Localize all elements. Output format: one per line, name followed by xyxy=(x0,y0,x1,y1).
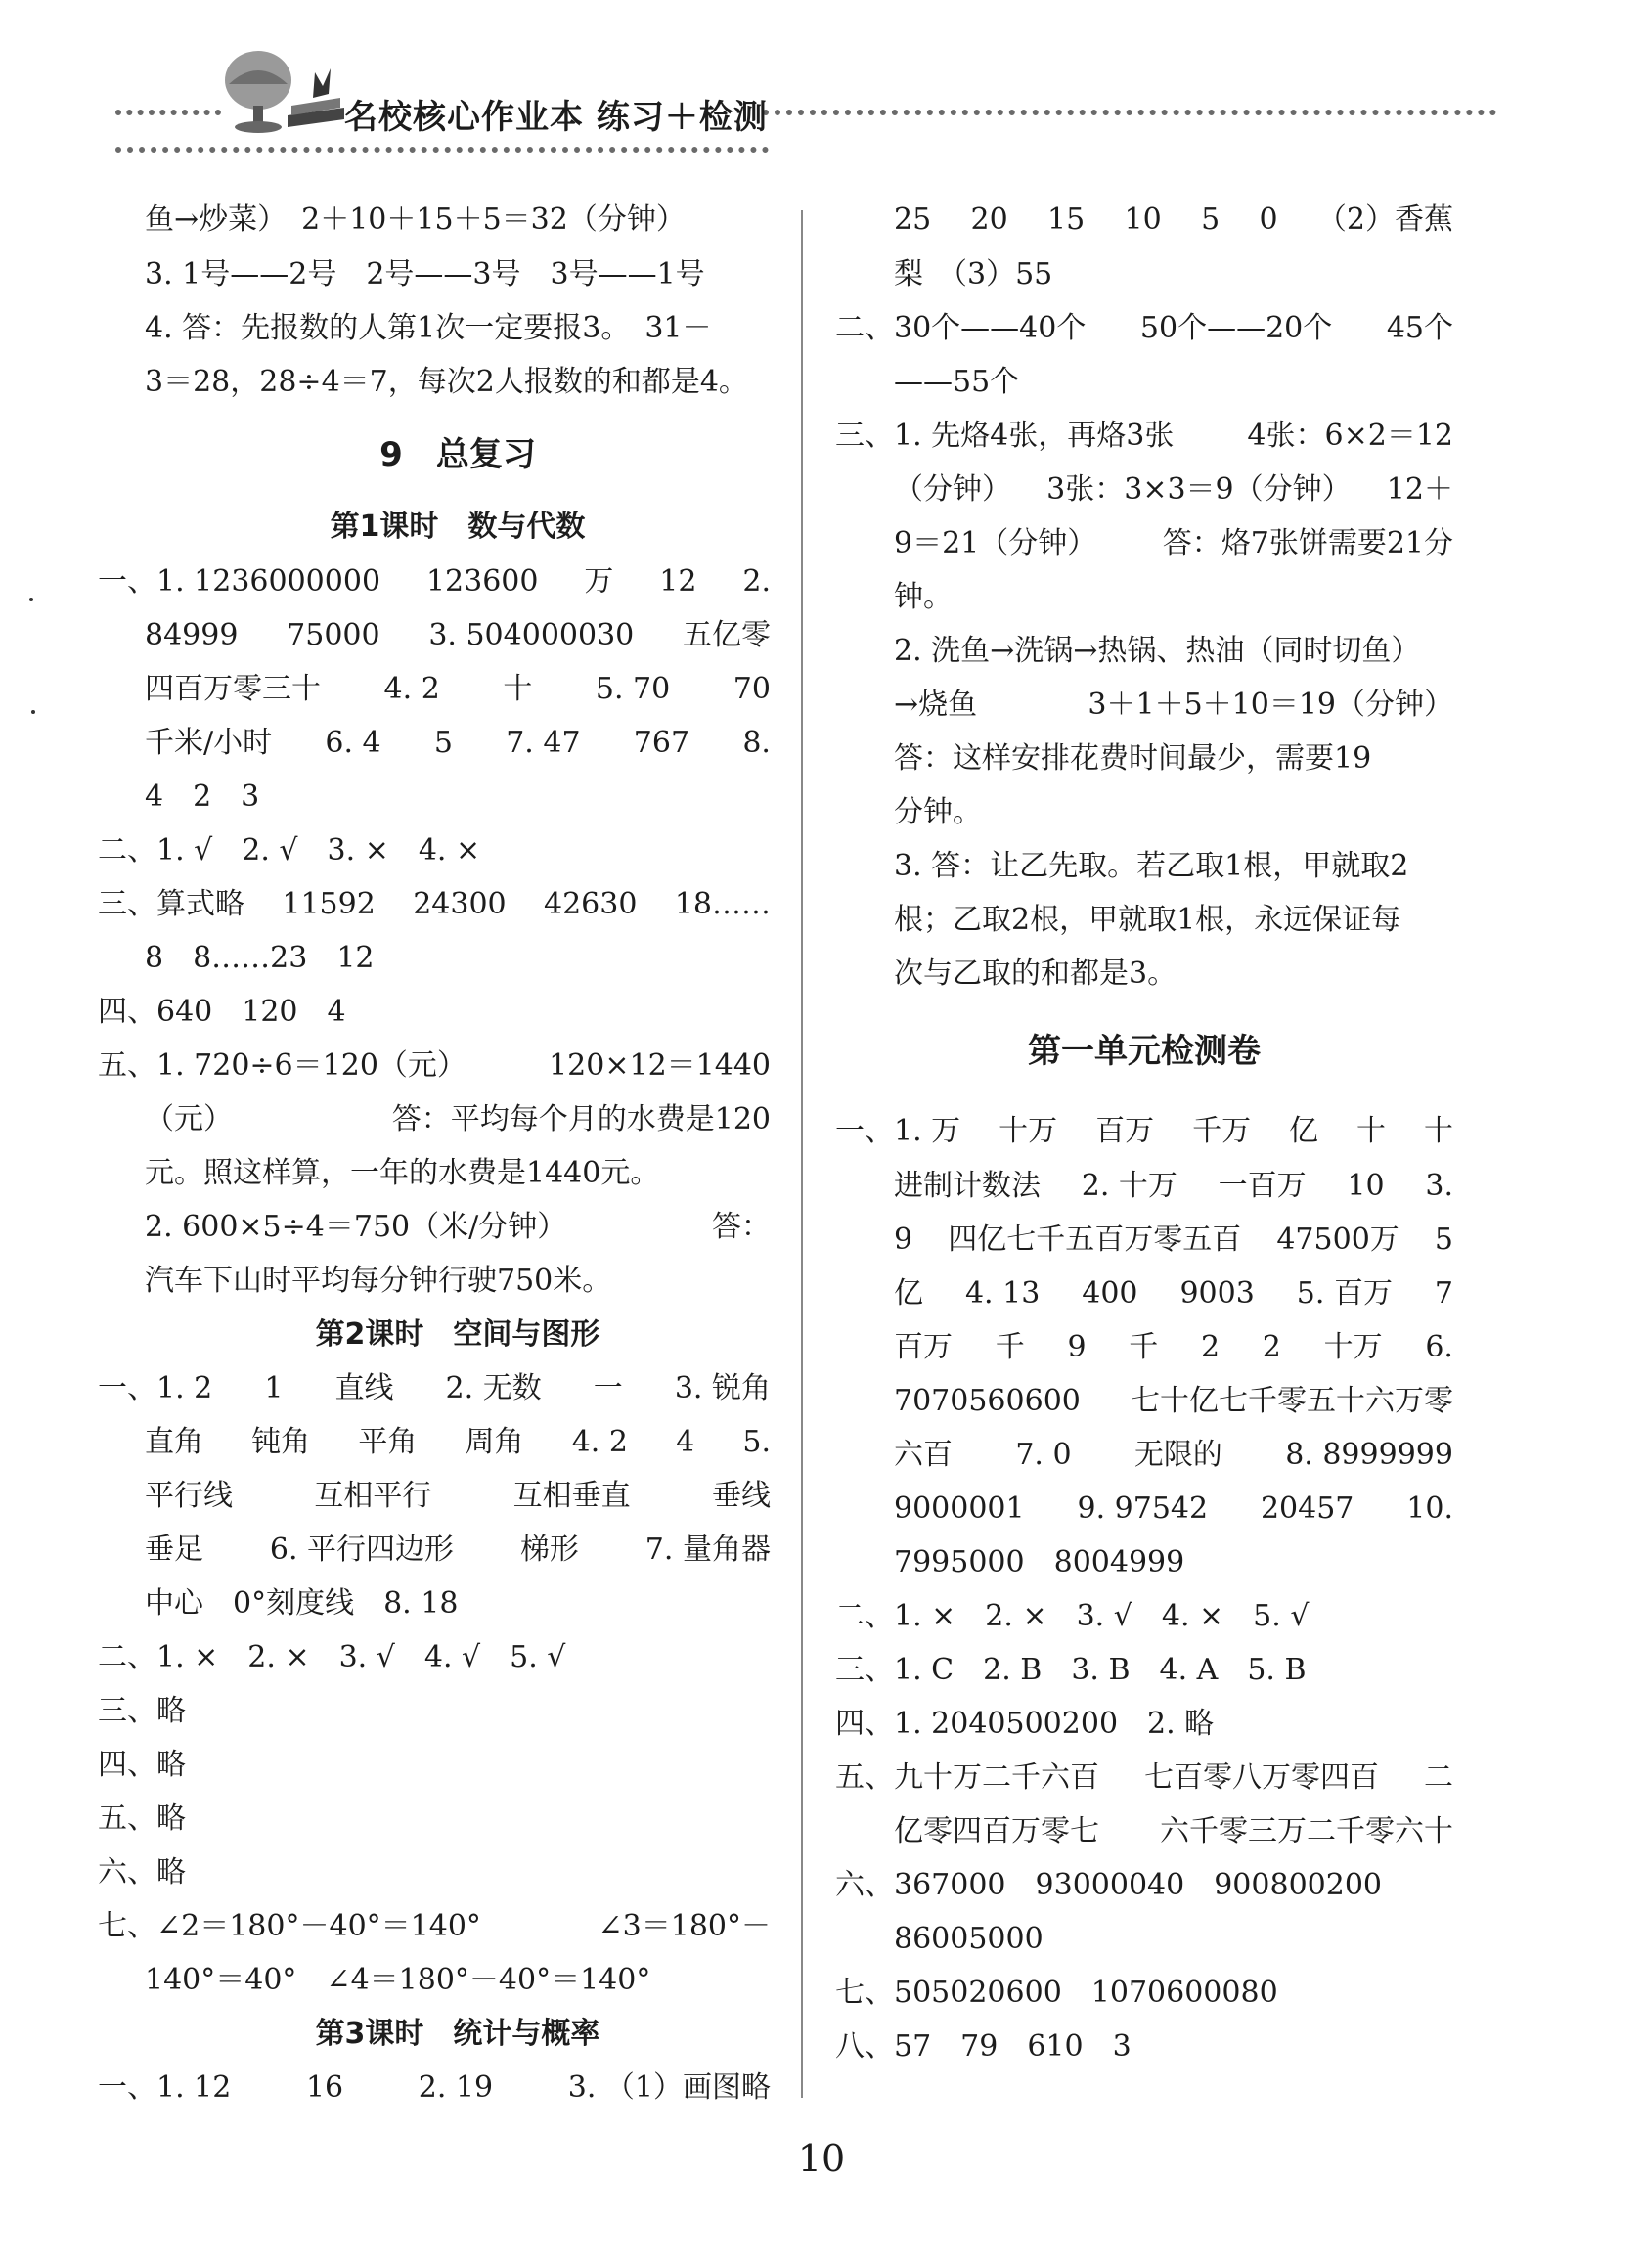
answer-token: 一 xyxy=(593,1371,623,1405)
answer-token: 进制计数法 xyxy=(894,1169,1041,1203)
answer-line xyxy=(894,847,1453,886)
answer-token: 钝角 xyxy=(251,1425,311,1459)
answer-token: 767 xyxy=(633,726,690,760)
answer-token: 75000 xyxy=(287,618,380,652)
answer-token: 百万 xyxy=(1095,1114,1155,1148)
answer-token: 3张：3×3＝9（分钟） xyxy=(1046,472,1352,507)
answer-line xyxy=(894,1328,1453,1367)
answer-token: 9＝21（分钟） xyxy=(894,526,1097,560)
answer-token: 五亿零 xyxy=(682,618,771,652)
answer-token: 互相垂直 xyxy=(512,1479,631,1513)
answer-token: 5 xyxy=(1434,1223,1453,1257)
answer-line xyxy=(894,1167,1453,1206)
answer-line: 分钟。 xyxy=(894,795,982,829)
header-dotted-rule-right xyxy=(763,110,1496,115)
answer-token: 2. 十万 xyxy=(1081,1169,1177,1203)
answer-line xyxy=(894,1812,1453,1851)
answer-token: 七十亿七千零五十六万零 xyxy=(1131,1384,1453,1418)
answer-line xyxy=(894,524,1453,563)
answer-line: 二、1. × 2. × 3. √ 4. √ 5. √ xyxy=(98,1640,566,1674)
answer-token: 70 xyxy=(733,672,771,706)
column-divider xyxy=(801,210,803,2098)
answer-token: 2 xyxy=(1262,1330,1281,1364)
answer-token: 垂线 xyxy=(711,1479,771,1513)
margin-speck xyxy=(29,598,33,601)
answer-line xyxy=(145,1208,771,1247)
answer-token: 10 xyxy=(1347,1169,1385,1203)
answer-token: 7070560600 xyxy=(894,1384,1081,1418)
answer-line xyxy=(894,1436,1453,1475)
answer-token: 7. 量角器 xyxy=(644,1533,771,1567)
answer-token: 二 xyxy=(1424,1760,1453,1795)
answer-line: 五、略 xyxy=(98,1801,186,1836)
answer-line: 七、505020600 1070600080 xyxy=(835,1976,1278,2010)
answer-line: 六、略 xyxy=(98,1855,186,1890)
answer-token: 84999 xyxy=(145,618,239,652)
answer-token: 5. xyxy=(742,1425,771,1459)
answer-token: 亿零四百万零七 xyxy=(894,1814,1099,1848)
answer-line: 86005000 xyxy=(894,1922,1044,1956)
answer-token: 25 xyxy=(894,202,932,237)
answer-line: 八、57 79 610 3 xyxy=(835,2029,1132,2064)
answer-token: 50个——20个 xyxy=(1139,311,1333,345)
answer-token: 七、∠2＝180°－40°＝140° xyxy=(98,1909,481,1943)
answer-token: 四百万零三十 xyxy=(145,672,321,706)
answer-line xyxy=(145,1477,771,1516)
answer-token: 5. 百万 xyxy=(1296,1276,1393,1311)
answer-token: 平行线 xyxy=(145,1479,233,1513)
answer-token: 4. 13 xyxy=(964,1276,1041,1311)
answer-token: 11592 xyxy=(282,887,376,921)
answer-line: 4 2 3 xyxy=(145,779,260,814)
answer-line xyxy=(835,309,1453,348)
answer-line: 三、略 xyxy=(98,1694,186,1728)
answer-line xyxy=(145,1531,771,1570)
answer-line: 7995000 8004999 xyxy=(894,1545,1185,1579)
answer-token: 7 xyxy=(1434,1276,1453,1311)
answer-token: 20457 xyxy=(1260,1491,1354,1526)
answer-token: 一、1. 1236000000 xyxy=(98,564,381,599)
answer-token: 4 xyxy=(676,1425,695,1459)
answer-token: 2. xyxy=(742,564,771,599)
answer-token: 9003 xyxy=(1179,1276,1255,1311)
answer-token: 7. 0 xyxy=(1015,1438,1072,1472)
answer-line xyxy=(835,417,1453,456)
answer-token: 12 xyxy=(659,564,697,599)
answer-token: 4. 2 xyxy=(383,672,440,706)
answer-line: ——55个 xyxy=(894,365,1020,399)
answer-token: 六百 xyxy=(894,1438,953,1472)
answer-token: 二、30个——40个 xyxy=(835,311,1087,345)
answer-token: →烧鱼 xyxy=(894,688,978,722)
answer-line xyxy=(835,1112,1453,1151)
answer-token: 答： xyxy=(712,1210,771,1244)
answer-line: 3＝28，28÷4＝7，每次2人报数的和都是4。 xyxy=(145,365,748,399)
answer-token: ∠3＝180°－ xyxy=(598,1909,771,1943)
lamp-and-books-icon xyxy=(207,29,349,137)
answer-token: 10. xyxy=(1406,1491,1453,1526)
section-heading: 9 总复习 xyxy=(379,435,536,474)
answer-line: 四、640 120 4 xyxy=(98,995,346,1029)
answer-token: 十万 xyxy=(999,1114,1058,1148)
answer-token: 2 xyxy=(1200,1330,1221,1364)
answer-token: 平角 xyxy=(358,1425,418,1459)
answer-token: 9 xyxy=(1067,1330,1087,1364)
answer-line xyxy=(98,562,771,601)
header-dotted-rule-lower xyxy=(115,147,769,153)
answer-line xyxy=(894,686,1453,725)
answer-token: 万 xyxy=(584,564,614,599)
answer-token: 答：这样安排花费时间最少，需要19 xyxy=(894,741,1372,776)
answer-line: 二、1. √ 2. √ 3. × 4. × xyxy=(98,833,481,867)
answer-line xyxy=(894,1274,1453,1313)
section-heading: 第一单元检测卷 xyxy=(1028,1032,1261,1071)
answer-token: 5. 70 xyxy=(595,672,671,706)
answer-token: 7. 47 xyxy=(506,726,581,760)
answer-token: 42630 xyxy=(544,887,638,921)
answer-token: 6. xyxy=(1425,1330,1453,1364)
answer-line xyxy=(835,1758,1453,1798)
answer-token: 千 xyxy=(1129,1330,1159,1364)
answer-token: （2）香蕉 xyxy=(1316,202,1453,237)
answer-line: 鱼→炒菜） 2＋10＋15＋5＝32（分钟） xyxy=(145,202,686,237)
answer-token: 4张：6×2＝12 xyxy=(1247,419,1453,453)
answer-line xyxy=(98,2068,771,2108)
answer-token: 千米/小时 xyxy=(145,726,273,760)
page-number: 10 xyxy=(797,2137,846,2180)
answer-line: 四、1. 2040500200 2. 略 xyxy=(835,1707,1215,1741)
answer-token: 答：烙7张饼需要21分 xyxy=(1162,526,1453,560)
answer-token: 直角 xyxy=(145,1425,203,1459)
answer-token: 十 xyxy=(1423,1114,1453,1148)
answer-token: 45个 xyxy=(1386,311,1453,345)
section-heading: 第2课时 空间与图形 xyxy=(315,1317,600,1352)
answer-token: 六千零三万二千零六十 xyxy=(1160,1814,1453,1848)
answer-token: 周角 xyxy=(465,1425,524,1459)
answer-line: 六、367000 93000040 900800200 xyxy=(835,1868,1382,1902)
answer-token: 十 xyxy=(503,672,533,706)
answer-line: 140°＝40° ∠4＝180°－40°＝140° xyxy=(145,1963,651,1997)
answer-line: 4. 答：先报数的人第1次一定要报3。 31－ xyxy=(145,311,712,345)
answer-token: 16 xyxy=(305,2070,344,2105)
answer-token: 一、1. 2 xyxy=(98,1371,213,1405)
answer-line xyxy=(894,1221,1453,1260)
answer-line xyxy=(98,1369,771,1408)
answer-line: 汽车下山时平均每分钟行驶750米。 xyxy=(145,1264,612,1298)
answer-line xyxy=(98,885,771,924)
answer-line xyxy=(894,632,1453,671)
answer-token: 18…… xyxy=(674,887,771,921)
answer-line xyxy=(145,724,771,763)
answer-token: （元） xyxy=(145,1102,233,1136)
answer-token: 一、1. 12 xyxy=(98,2070,232,2105)
header-dotted-rule-left xyxy=(115,110,221,115)
answer-token: 一、1. 万 xyxy=(835,1114,961,1148)
answer-token: 三、算式略 xyxy=(98,887,244,921)
answer-token: 2. 无数 xyxy=(445,1371,542,1405)
answer-token: 七百零八万零四百 xyxy=(1144,1760,1379,1795)
answer-token: 2. 600×5÷4＝750（米/分钟） xyxy=(145,1210,567,1244)
answer-line: 次与乙取的和都是3。 xyxy=(894,956,1177,991)
answer-line: 中心 0°刻度线 8. 18 xyxy=(145,1586,459,1621)
answer-token: 一百万 xyxy=(1218,1169,1307,1203)
answer-token: 千万 xyxy=(1192,1114,1252,1148)
answer-line xyxy=(145,1423,771,1462)
answer-token: 6. 4 xyxy=(325,726,381,760)
answer-line: 8 8……23 12 xyxy=(145,941,375,975)
answer-token: 10 xyxy=(1124,202,1162,237)
answer-token: 3＋1＋5＋10＝19（分钟） xyxy=(1088,688,1453,722)
answer-line: 三、1. C 2. B 3. B 4. A 5. B xyxy=(835,1653,1307,1687)
answer-token: 3. 锐角 xyxy=(674,1371,771,1405)
answer-token: 15 xyxy=(1047,202,1086,237)
section-heading: 第1课时 数与代数 xyxy=(330,510,586,544)
answer-token: 24300 xyxy=(413,887,507,921)
answer-token: 4. 2 xyxy=(571,1425,628,1459)
answer-line xyxy=(98,1907,771,1946)
answer-token: 9000001 xyxy=(894,1491,1025,1526)
answer-token: 6. 平行四边形 xyxy=(269,1533,455,1567)
answer-token: 120×12＝1440 xyxy=(549,1048,771,1083)
answer-token: 五、1. 720÷6＝120（元） xyxy=(98,1048,466,1083)
answer-token: 8. 8999999 xyxy=(1285,1438,1453,1472)
answer-token: 123600 xyxy=(425,564,539,599)
answer-token: 2. 洗鱼→洗锅→热锅、热油（同时切鱼） xyxy=(894,634,1421,668)
answer-line: 3. 1号——2号 2号——3号 3号——1号 xyxy=(145,257,705,291)
answer-token: 1 xyxy=(264,1371,284,1405)
answer-token: 五、九十万二千六百 xyxy=(835,1760,1099,1795)
answer-token: 8. xyxy=(742,726,771,760)
answer-token: 答：平均每个月的水费是120 xyxy=(391,1102,771,1136)
answer-line: 钟。 xyxy=(894,580,953,614)
answer-token: 3. 答：让乙先取。若乙取1根，甲就取2 xyxy=(894,849,1409,883)
answer-line xyxy=(98,1046,771,1086)
answer-line xyxy=(894,739,1453,778)
answer-token: 根；乙取2根，甲就取1根，永远保证每 xyxy=(894,903,1401,937)
margin-speck xyxy=(31,710,35,714)
answer-token: 3. （1）画图略 xyxy=(567,2070,771,2105)
answer-token: 梯形 xyxy=(519,1533,579,1567)
answer-line xyxy=(894,901,1453,940)
answer-token: 400 xyxy=(1082,1276,1138,1311)
answer-token: 四亿七千五百万零五百 xyxy=(948,1223,1242,1257)
answer-token: 互相平行 xyxy=(314,1479,432,1513)
answer-token: 47500万 xyxy=(1276,1223,1399,1257)
page-header xyxy=(0,0,1643,171)
answer-token: 5 xyxy=(1201,202,1221,237)
answer-token: 千 xyxy=(995,1330,1025,1364)
answer-token: 3. 504000030 xyxy=(428,618,635,652)
answer-token: （分钟） xyxy=(894,472,1011,507)
answer-line xyxy=(894,1490,1453,1529)
answer-line xyxy=(894,1382,1453,1421)
answer-token: 直线 xyxy=(334,1371,394,1405)
answer-token: 无限的 xyxy=(1133,1438,1222,1472)
answer-token: 亿 xyxy=(1289,1114,1319,1148)
answer-token: 百万 xyxy=(894,1330,953,1364)
answer-line: 四、略 xyxy=(98,1748,186,1782)
answer-token: 12＋ xyxy=(1386,472,1453,507)
answer-token: 3. xyxy=(1425,1169,1453,1203)
answer-line xyxy=(145,670,771,709)
answer-token: 9 xyxy=(894,1223,913,1257)
header-title: 名校核心作业本 练习＋检测 xyxy=(344,98,768,137)
answer-token: 0 xyxy=(1259,202,1278,237)
answer-line: 元。照这样算，一年的水费是1440元。 xyxy=(145,1156,660,1190)
answer-token: 垂足 xyxy=(145,1533,203,1567)
answer-line xyxy=(894,470,1453,510)
answer-line xyxy=(145,616,771,655)
answer-line: 梨 （3）55 xyxy=(894,257,1053,291)
answer-token: 亿 xyxy=(894,1276,923,1311)
answer-token: 5 xyxy=(433,726,453,760)
answer-line xyxy=(894,200,1453,240)
answer-line xyxy=(145,1100,771,1139)
answer-line: 二、1. × 2. × 3. √ 4. × 5. √ xyxy=(835,1599,1310,1633)
answer-token: 十万 xyxy=(1323,1330,1383,1364)
answer-token: 20 xyxy=(970,202,1008,237)
answer-token: 十 xyxy=(1356,1114,1387,1148)
answer-token: 2. 19 xyxy=(418,2070,494,2105)
answer-token: 9. 97542 xyxy=(1077,1491,1209,1526)
answer-token: 三、1. 先烙4张，再烙3张 xyxy=(835,419,1175,453)
section-heading: 第3课时 统计与概率 xyxy=(315,2017,600,2051)
